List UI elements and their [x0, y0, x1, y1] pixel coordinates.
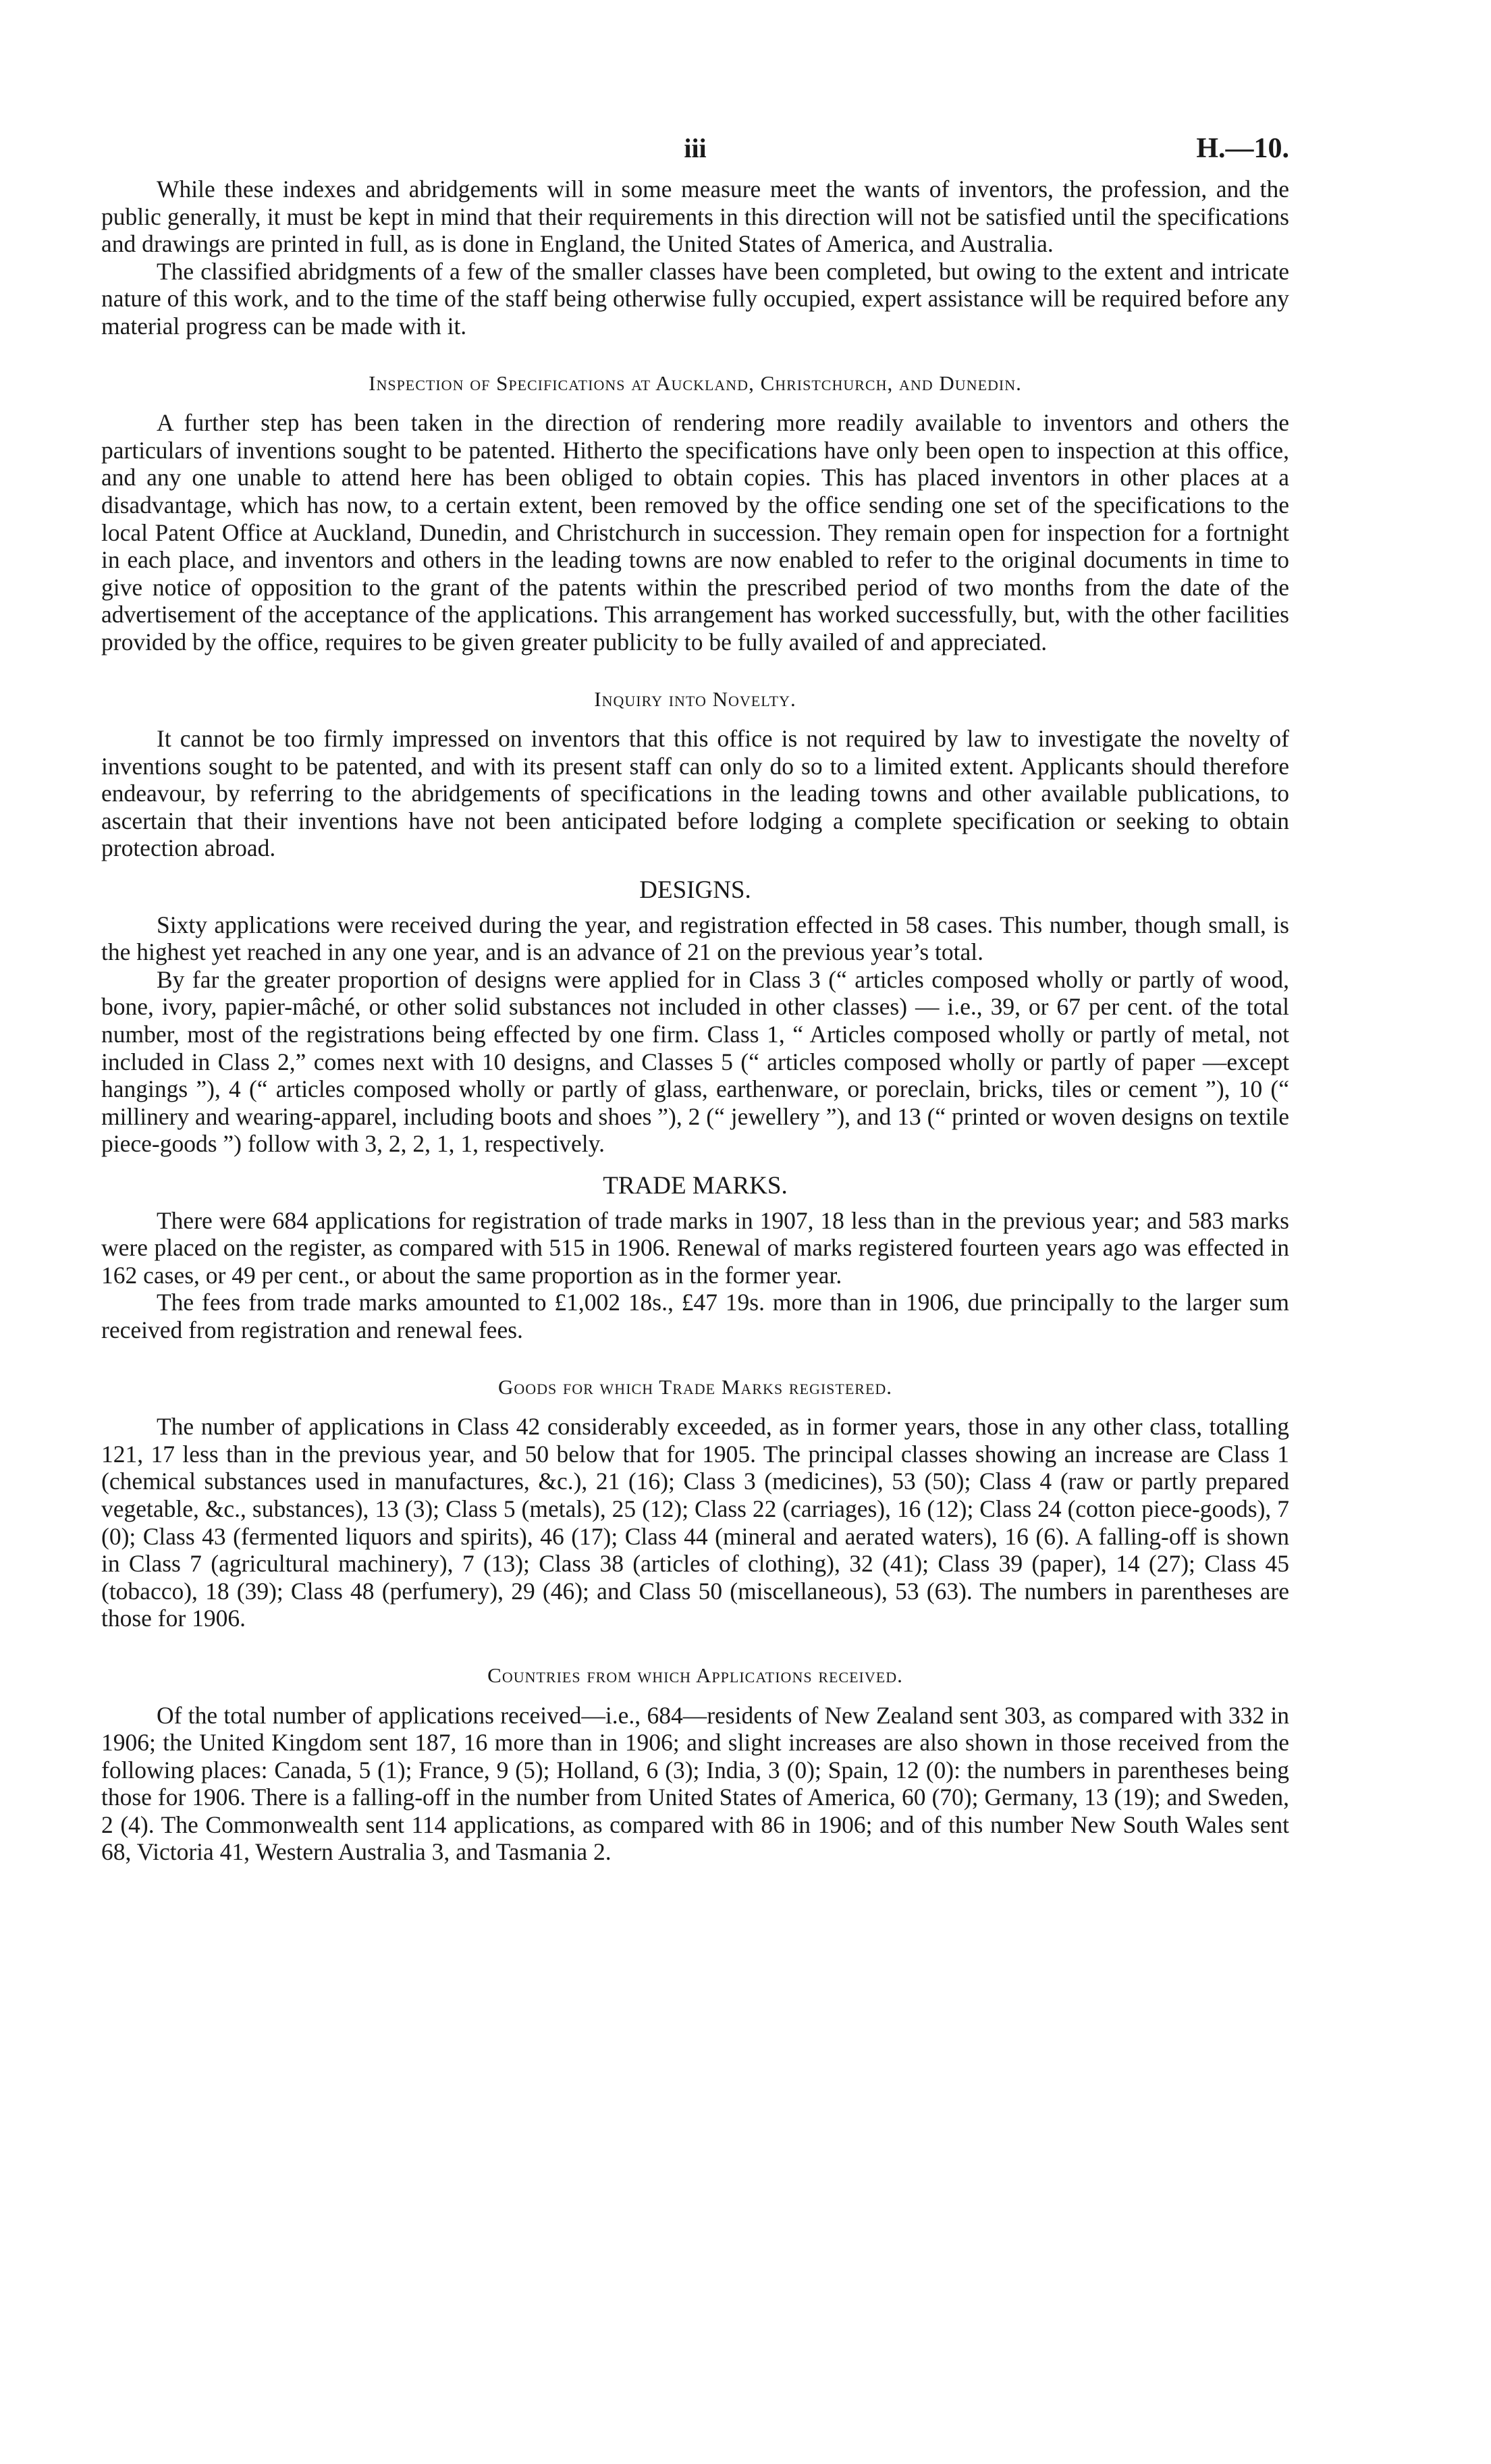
trade-marks-paragraph-1: There were 684 applications for registration of trade marks in 1907, 18 less than in the previous year; and 583 marks were placed on the register, as compared with 515 in 1906. Renewal of marks registered fourteen years ago was effected in 162 cases, or 49 per cent., or about the same proportion as in the former year.: [101, 1206, 1289, 1289]
goods-paragraph: The number of applications in Class 42 considerably exceeded, as in former years, those in any other class, totalling 121, 17 less than in the previous year, and 50 below that for 1905. The principal classes showing an increase are Class 1 (chemical substances used in manufactures, &c.), 21 (16); Class 3 (medicines), 53 (50); Class 4 (raw or partly prepared vegetable, &c., substances), 13 (3); Class 5 (metals), 25 (12); Class 22 (carriages), 16 (12); Class 24 (cotton piece-goods), 7 (0); Class 43 (fermented liquors and spirits), 46 (17); Class 44 (mineral and aerated waters), 16 (6). A falling-off is shown in Class 7 (agricultural machinery), 7 (13); Class 38 (articles of clothing), 32 (41); Class 39 (paper), 14 (27); Class 45 (tobacco), 18 (39); Class 48 (perfumery), 29 (46); and Class 50 (miscellaneous), 53 (63). The numbers in parentheses are those for 1906.: [101, 1413, 1289, 1632]
intro-paragraph-1: While these indexes and abridgements will in some measure meet the wants of inventors, the profession, and the public generally, it must be kept in mind that their requirements in this direction will not be satisfied until the specifications and drawings are printed in full, as is done in England, the United States of America, and Australia.: [101, 176, 1289, 258]
designs-paragraph-2: By far the greater proportion of designs were applied for in Class 3 (“ articles composed wholly or partly of wood, bone, ivory, papier-mâché, or other solid substances not included in other classes) — i.e., 39, or 67 per cent. of the total number, most of the registrations being effected by one firm. Class 1, “ Articles composed wholly or partly of metal, not included in Class 2,” comes next with 10 designs, and Classes 5 (“ articles composed wholly or partly of paper —except hangings ”), 4 (“ articles composed wholly or partly of glass, earthenware, or poreclain, bricks, tiles or cement ”), 10 (“ millinery and wearing-apparel, including boots and shoes ”), 2 (“ jewellery ”), and 13 (“ printed or woven designs on textile piece-goods ”) follow with 3, 2, 2, 1, 1, respectively.: [101, 965, 1289, 1158]
page-header: [101, 135, 1289, 176]
inspection-paragraph: A further step has been taken in the direction of rendering more readily available to inventors and others the particulars of inventions sought to be patented. Hitherto the specifications have only been open to inspection at this office, and any one unable to attend here has been obliged to obtain copies. This has placed inventors in other places at a disadvantage, which has now, to a certain extent, been removed by the office sending one set of the specifications to the local Patent Office at Auckland, Dunedin, and Christchurch in succession. They remain open for inspection for a fortnight in each place, and inventors and others in the leading towns are now enabled to refer to the original documents in time to give notice of opposition to the grant of the patents within the prescribed period of two months from the date of the advertisement of the acceptance of the applications. This arrangement has worked successfully, but, with the other facilities provided by the office, requires to be given greater publicity to be fully availed of and appreciated.: [101, 409, 1289, 655]
trade-marks-paragraph-2: The fees from trade marks amounted to £1,002 18s., £47 19s. more than in 1906, due principally to the larger sum received from registration and renewal fees.: [101, 1289, 1289, 1343]
designs-heading: DESIGNS.: [639, 876, 751, 905]
novelty-heading: Inquiry into Novelty.: [594, 687, 796, 711]
novelty-paragraph: It cannot be too firmly impressed on inventors that this office is not required by law to investigate the novelty of inventions sought to be patented, and with its present staff can only do so to a limited extent. Applicants should therefore endeavour, by referring to the abridgements of specifications in the leading towns and other available publications, to ascertain that their inventions have not been anticipated before lodging a complete specification or seeking to obtain protection abroad.: [101, 725, 1289, 862]
document-reference: H.—10.: [1196, 133, 1289, 164]
countries-heading: Countries from which Applications received.: [487, 1663, 903, 1687]
intro-paragraph-2: The classified abridgments of a few of the smaller classes have been completed, but owing to the extent and intricate nature of this work, and to the time of the staff being otherwise fully occupied, expert assistance will be required before any material progress can be made with it.: [101, 257, 1289, 340]
countries-paragraph: Of the total number of applications received—i.e., 684—residents of New Zealand sent 303, as compared with 332 in 1906; the United Kingdom sent 187, 16 more than in 1906; and slight increases are also shown in those received from the following places: Canada, 5 (1); France, 9 (5); Holland, 6 (3); India, 3 (0); Spain, 12 (0): the numbers in parentheses being those for 1906. There is a falling-off in the number from United States of America, 60 (70); Germany, 13 (19); and Sweden, 2 (4). The Commonwealth sent 114 applications, as compared with 86 in 1906; and of this number New South Wales sent 68, Victoria 41, Western Australia 3, and Tasmania 2.: [101, 1701, 1289, 1866]
designs-paragraph-1: Sixty applications were received during the year, and registration effected in 58 cases. This number, though small, is the highest yet reached in any one year, and is an advance of 21 on the previous year’s total.: [101, 911, 1289, 966]
page-number: iii: [684, 133, 707, 163]
trade-marks-heading: TRADE MARKS.: [603, 1172, 788, 1200]
document-page: [101, 135, 1289, 1866]
inspection-heading: Inspection of Specifications at Auckland, Christchurch, and Dunedin.: [369, 371, 1022, 395]
goods-heading: Goods for which Trade Marks registered.: [497, 1374, 893, 1399]
